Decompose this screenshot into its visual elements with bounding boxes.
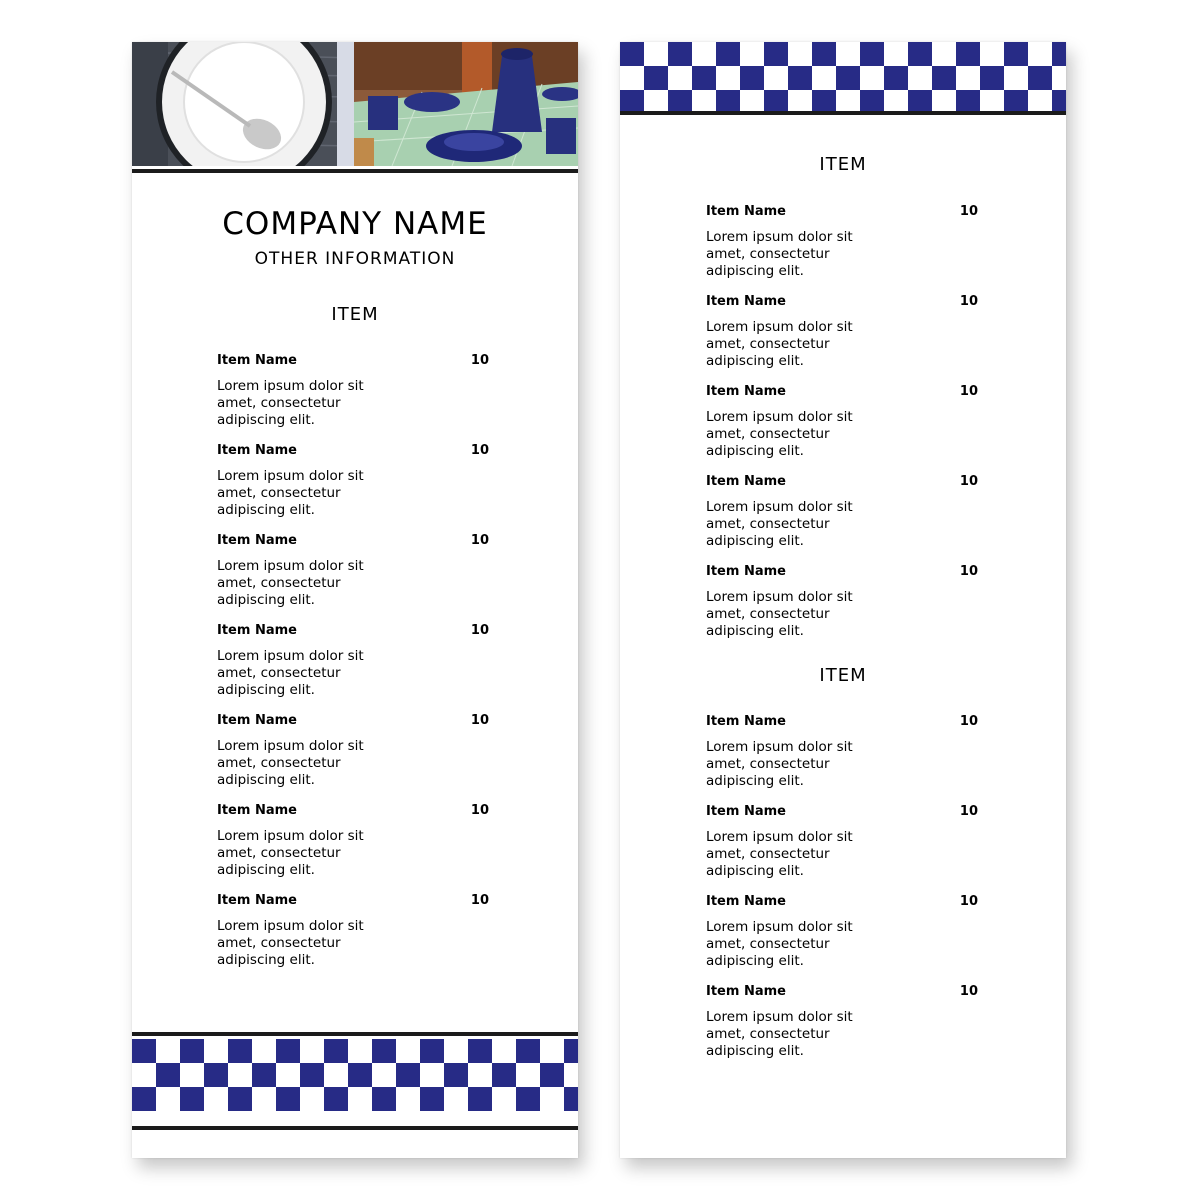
item-price: 10 — [959, 714, 978, 729]
checker-pattern — [132, 1039, 578, 1111]
item-price: 10 — [470, 443, 489, 458]
item-name: Item Name — [217, 713, 297, 728]
item-price: 10 — [959, 984, 978, 999]
item-name: Item Name — [706, 204, 786, 219]
section-title: ITEM — [819, 665, 867, 686]
menu-back-panel — [620, 42, 1066, 1158]
menu-item — [706, 204, 978, 294]
checker-pattern — [620, 42, 1066, 114]
item-price: 10 — [470, 533, 489, 548]
menu-item — [706, 804, 978, 894]
item-description: Lorem ipsum dolor sit amet, consectetur adipiscing elit. — [217, 648, 364, 698]
tableware-photo — [132, 42, 578, 166]
menu-item — [706, 564, 978, 654]
footer-rule-bottom — [132, 1126, 578, 1130]
item-description: Lorem ipsum dolor sit amet, consectetur adipiscing elit. — [706, 1009, 853, 1059]
header-photo — [132, 42, 578, 166]
item-description: Lorem ipsum dolor sit amet, consectetur adipiscing elit. — [217, 828, 364, 878]
item-price: 10 — [959, 564, 978, 579]
header-rule — [132, 169, 578, 173]
item-description: Lorem ipsum dolor sit amet, consectetur adipiscing elit. — [706, 829, 853, 879]
menu-item — [706, 474, 978, 564]
menu-item — [706, 984, 978, 1074]
item-price: 10 — [959, 294, 978, 309]
menu-front-panel — [132, 42, 578, 1158]
item-name: Item Name — [706, 294, 786, 309]
menu-item — [217, 803, 489, 893]
item-description: Lorem ipsum dolor sit amet, consectetur adipiscing elit. — [217, 918, 364, 968]
item-price: 10 — [959, 804, 978, 819]
item-price: 10 — [959, 474, 978, 489]
item-price: 10 — [470, 893, 489, 908]
item-price: 10 — [470, 623, 489, 638]
item-name: Item Name — [706, 384, 786, 399]
menu-item — [217, 713, 489, 803]
item-price: 10 — [470, 803, 489, 818]
item-description: Lorem ipsum dolor sit amet, consectetur adipiscing elit. — [217, 738, 364, 788]
item-name: Item Name — [217, 533, 297, 548]
item-name: Item Name — [217, 803, 297, 818]
menu-item — [217, 353, 489, 443]
item-description: Lorem ipsum dolor sit amet, consectetur adipiscing elit. — [706, 229, 853, 279]
menu-item — [217, 443, 489, 533]
item-price: 10 — [470, 713, 489, 728]
menu-item — [217, 623, 489, 713]
menu-item — [706, 384, 978, 474]
menu-item — [706, 714, 978, 804]
menu-item — [706, 294, 978, 384]
item-name: Item Name — [217, 623, 297, 638]
item-name: Item Name — [706, 804, 786, 819]
item-name: Item Name — [217, 443, 297, 458]
item-name: Item Name — [217, 353, 297, 368]
item-description: Lorem ipsum dolor sit amet, consectetur adipiscing elit. — [706, 589, 853, 639]
section-title: ITEM — [819, 154, 867, 175]
menu-item-list — [217, 353, 489, 983]
menu-item-list — [706, 714, 978, 1074]
item-description: Lorem ipsum dolor sit amet, consectetur adipiscing elit. — [706, 739, 853, 789]
menu-item — [217, 533, 489, 623]
item-description: Lorem ipsum dolor sit amet, consectetur adipiscing elit. — [706, 409, 853, 459]
checker-border-top — [620, 42, 1066, 114]
item-name: Item Name — [706, 474, 786, 489]
item-description: Lorem ipsum dolor sit amet, consectetur adipiscing elit. — [217, 558, 364, 608]
item-name: Item Name — [706, 894, 786, 909]
menu-item — [706, 894, 978, 984]
menu-item — [217, 893, 489, 983]
item-description: Lorem ipsum dolor sit amet, consectetur adipiscing elit. — [217, 468, 364, 518]
header-rule — [620, 111, 1066, 115]
company-name: COMPANY NAME — [222, 206, 488, 242]
item-name: Item Name — [217, 893, 297, 908]
item-name: Item Name — [706, 714, 786, 729]
checker-border-bottom — [132, 1039, 578, 1111]
item-price: 10 — [470, 353, 489, 368]
item-price: 10 — [959, 894, 978, 909]
item-price: 10 — [959, 384, 978, 399]
footer-rule-top — [132, 1032, 578, 1036]
item-name: Item Name — [706, 984, 786, 999]
other-information: OTHER INFORMATION — [254, 249, 456, 269]
item-price: 10 — [959, 204, 978, 219]
item-description: Lorem ipsum dolor sit amet, consectetur adipiscing elit. — [706, 499, 853, 549]
item-name: Item Name — [706, 564, 786, 579]
section-title: ITEM — [331, 304, 379, 325]
item-description: Lorem ipsum dolor sit amet, consectetur adipiscing elit. — [706, 319, 853, 369]
item-description: Lorem ipsum dolor sit amet, consectetur adipiscing elit. — [706, 919, 853, 969]
menu-item-list — [706, 204, 978, 654]
item-description: Lorem ipsum dolor sit amet, consectetur adipiscing elit. — [217, 378, 364, 428]
